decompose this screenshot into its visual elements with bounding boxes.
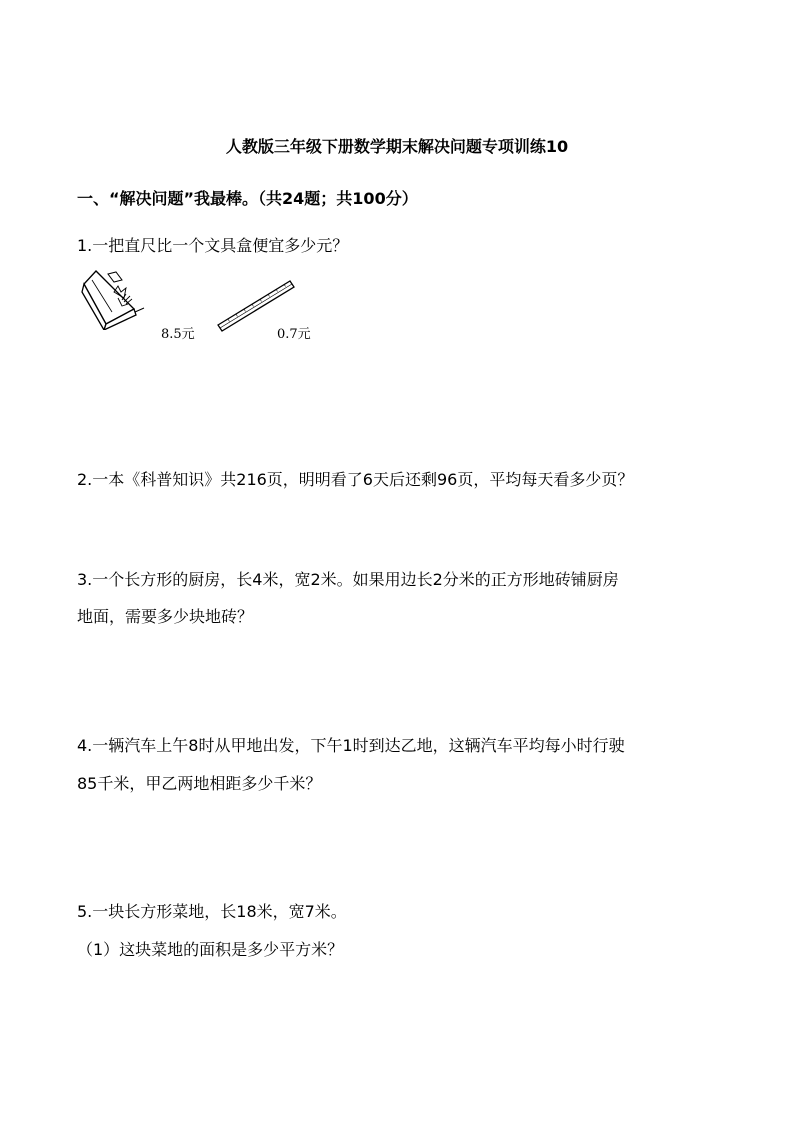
section-heading: 一、“解决问题”我最棒。（共24题；共100分） [77,189,418,208]
page-title: 人教版三年级下册数学期末解决问题专项训练10 [225,137,569,156]
question-3-line-2: 地面，需要多少块地砖？ [77,607,254,626]
question-5: 5.一块长方形菜地，长18米，宽7米。 [77,902,347,921]
question-4-line-1: 4.一辆汽车上午8时从甲地出发，下午1时到达乙地，这辆汽车平均每小时行驶 [77,736,625,755]
question-4-line-2: 85千米，甲乙两地相距多少千米？ [77,774,322,793]
question-5-sub-1: （1）这块菜地的面积是多少平方米？ [77,940,344,959]
pencil-box-icon [78,268,154,330]
question-3-line-1: 3.一个长方形的厨房，长4米，宽2米。如果用边长2分米的正方形地砖铺厨房 [77,570,619,589]
ruler-price: 0.7元 [277,327,311,342]
question-2: 2.一本《科普知识》共216页，明明看了6天后还剩96页，平均每天看多少页？ [77,470,634,489]
question-1: 1.一把直尺比一个文具盒便宜多少元？ [77,236,349,255]
pencil-box-price: 8.5元 [161,327,195,342]
